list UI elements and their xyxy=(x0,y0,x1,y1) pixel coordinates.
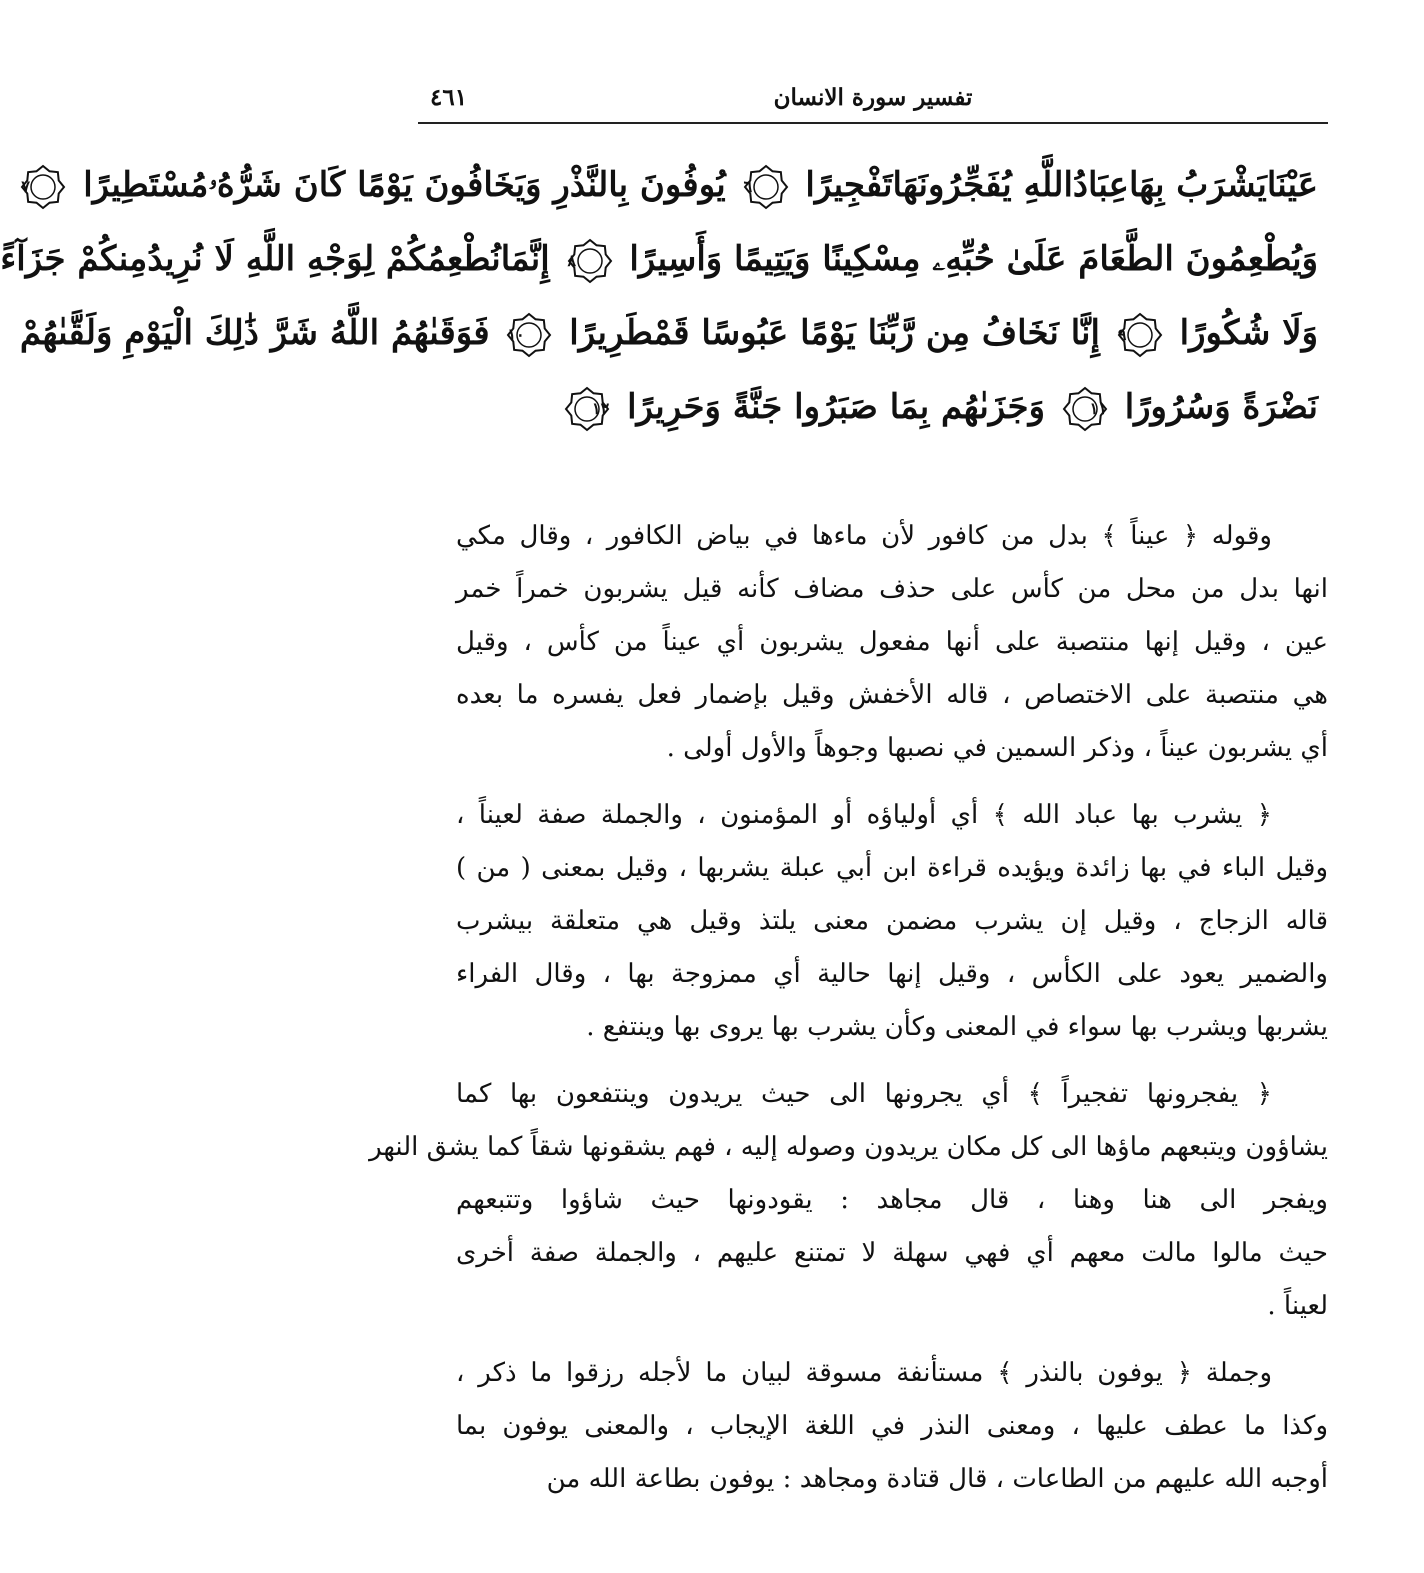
commentary-line: عين ، وقيل إنها منتصبة على أنها مفعول يشربون أي عيناً من كأس ، وقيل xyxy=(456,627,1328,657)
ayah-number: ٩ xyxy=(1117,325,1127,344)
quran-line xyxy=(0,222,1318,296)
verse-text: عَيْنَايَشْرَبُ بِهَاعِبَادُاللَّهِ يُفَجِّرُونَهَاتَفْجِيرًا xyxy=(805,165,1318,205)
commentary-line: لعيناً . xyxy=(1267,1291,1328,1321)
commentary-line: قاله الزجاج ، وقيل إن يشرب مضمن معنى يلتذ وقيل هي متعلقة بيشرب xyxy=(456,906,1328,936)
commentary-paragraph xyxy=(456,510,1328,775)
ayah-number: ١١ xyxy=(1089,399,1107,418)
ayah-number-marker xyxy=(565,387,609,431)
quran-verses-block xyxy=(0,148,1318,444)
ayah-number-marker xyxy=(568,239,612,283)
verse-text: وَلَا شُكُورًا xyxy=(1179,313,1318,353)
quran-line xyxy=(21,148,1318,222)
quran-line xyxy=(438,370,1318,444)
verse-text: نَضْرَةً وَسُرُورًا xyxy=(1124,387,1318,427)
ayah-number: ١٢ xyxy=(592,399,610,418)
commentary-body xyxy=(369,510,1328,1520)
commentary-paragraph xyxy=(456,1347,1328,1506)
ayah-number: ٨ xyxy=(567,251,577,270)
ayah-number-marker xyxy=(1063,387,1107,431)
commentary-line: وقيل الباء في بها زائدة ويؤيده قراءة ابن أبي عبلة يشربها ، وقيل بمعنى ( من ) xyxy=(456,853,1328,883)
commentary-line: وجملة ﴿ يوفون بالنذر ﴾ مستأنفة مسوقة لبيان ما لأجله رزقوا ما ذكر ، xyxy=(456,1358,1272,1388)
ayah-number: ١٠ xyxy=(507,325,525,344)
verse-text: وَيُطْعِمُونَ الطَّعَامَ عَلَىٰ حُبِّهِۦ مِسْكِينًا وَيَتِيمًا وَأَسِيرًا xyxy=(629,239,1318,279)
verse-text: إِنَّا نَخَافُ مِن رَّبِّنَا يَوْمًا عَبُوسًا قَمْطَرِيرًا xyxy=(569,313,1100,353)
ayah-number-marker xyxy=(1118,313,1162,357)
commentary-line: أوجبه الله عليهم من الطاعات ، قال قتادة ومجاهد : يوفون بطاعة الله من xyxy=(546,1464,1328,1494)
commentary-line: ﴿ يفجرونها تفجيراً ﴾ أي يجرونها الى حيث يريدون وينتفعون بها كما xyxy=(456,1079,1272,1109)
commentary-line: يشاؤون ويتبعهم ماؤها الى كل مكان يريدون وصوله إليه ، فهم يشقونها شقاً كما يشق النهر xyxy=(369,1132,1328,1162)
verse-text: وَجَزَىٰهُم بِمَا صَبَرُوا جَنَّةً وَحَرِيرًا xyxy=(627,387,1045,427)
commentary-paragraph xyxy=(369,1068,1328,1333)
header-title: تفسير سورة الانسان xyxy=(773,84,973,111)
ayah-number-marker xyxy=(507,313,551,357)
header-divider xyxy=(418,122,1328,124)
page-number: ٤٦١ xyxy=(430,84,468,111)
commentary-line: ﴿ يشرب بها عباد الله ﴾ أي أولياؤه أو المؤمنون ، والجملة صفة لعيناً ، xyxy=(456,800,1272,830)
commentary-line: والضمير يعود على الكأس ، وقيل إنها حالية أي ممزوجة بها ، وقال الفراء xyxy=(456,959,1328,989)
running-header xyxy=(418,78,1328,124)
commentary-paragraph xyxy=(456,789,1328,1054)
commentary-line: يشربها ويشرب بها سواء في المعنى وكأن يشرب بها يروى بها وينتفع . xyxy=(586,1012,1328,1042)
quran-line xyxy=(19,296,1318,370)
commentary-line: انها بدل من محل من كأس على حذف مضاف كأنه قيل يشربون خمراً خمر xyxy=(456,574,1328,604)
commentary-line: أي يشربون عيناً ، وذكر السمين في نصبها وجوهاً والأول أولى . xyxy=(666,733,1328,763)
verse-text: إِنَّمَانُطْعِمُكُمْ لِوَجْهِ اللَّهِ لَا نُرِيدُمِنكُمْ جَزَآءً xyxy=(0,239,550,279)
commentary-line: وكذا ما عطف عليها ، ومعنى النذر في اللغة الإيجاب ، والمعنى يوفون بما xyxy=(456,1411,1328,1441)
ayah-number: ٧ xyxy=(21,177,30,196)
ayah-number-marker xyxy=(744,165,788,209)
commentary-line: هي منتصبة على الاختصاص ، قاله الأخفش وقيل بإضمار فعل يفسره ما بعده xyxy=(456,680,1328,710)
verse-text: فَوَقَىٰهُمُ اللَّهُ شَرَّ ذَٰلِكَ الْيَوْمِ وَلَقَّىٰهُمْ xyxy=(19,313,490,353)
commentary-line: وقوله ﴿ عيناً ﴾ بدل من كافور لأن ماءها في بياض الكافور ، وقال مكي xyxy=(456,521,1272,551)
commentary-line: حيث مالوا مالت معهم أي فهي سهلة لا تمتنع عليهم ، والجملة صفة أخرى xyxy=(456,1238,1328,1268)
commentary-line: ويفجر الى هنا وهنا ، قال مجاهد : يقودونها حيث شاؤوا وتتبعهم xyxy=(456,1185,1328,1215)
ayah-number: ٦ xyxy=(743,177,753,196)
ayah-number-marker xyxy=(21,165,65,209)
verse-text: يُوفُونَ بِالنَّذْرِ وَيَخَافُونَ يَوْمًا كَانَ شَرُّهُۥمُسْتَطِيرًا xyxy=(83,165,726,205)
